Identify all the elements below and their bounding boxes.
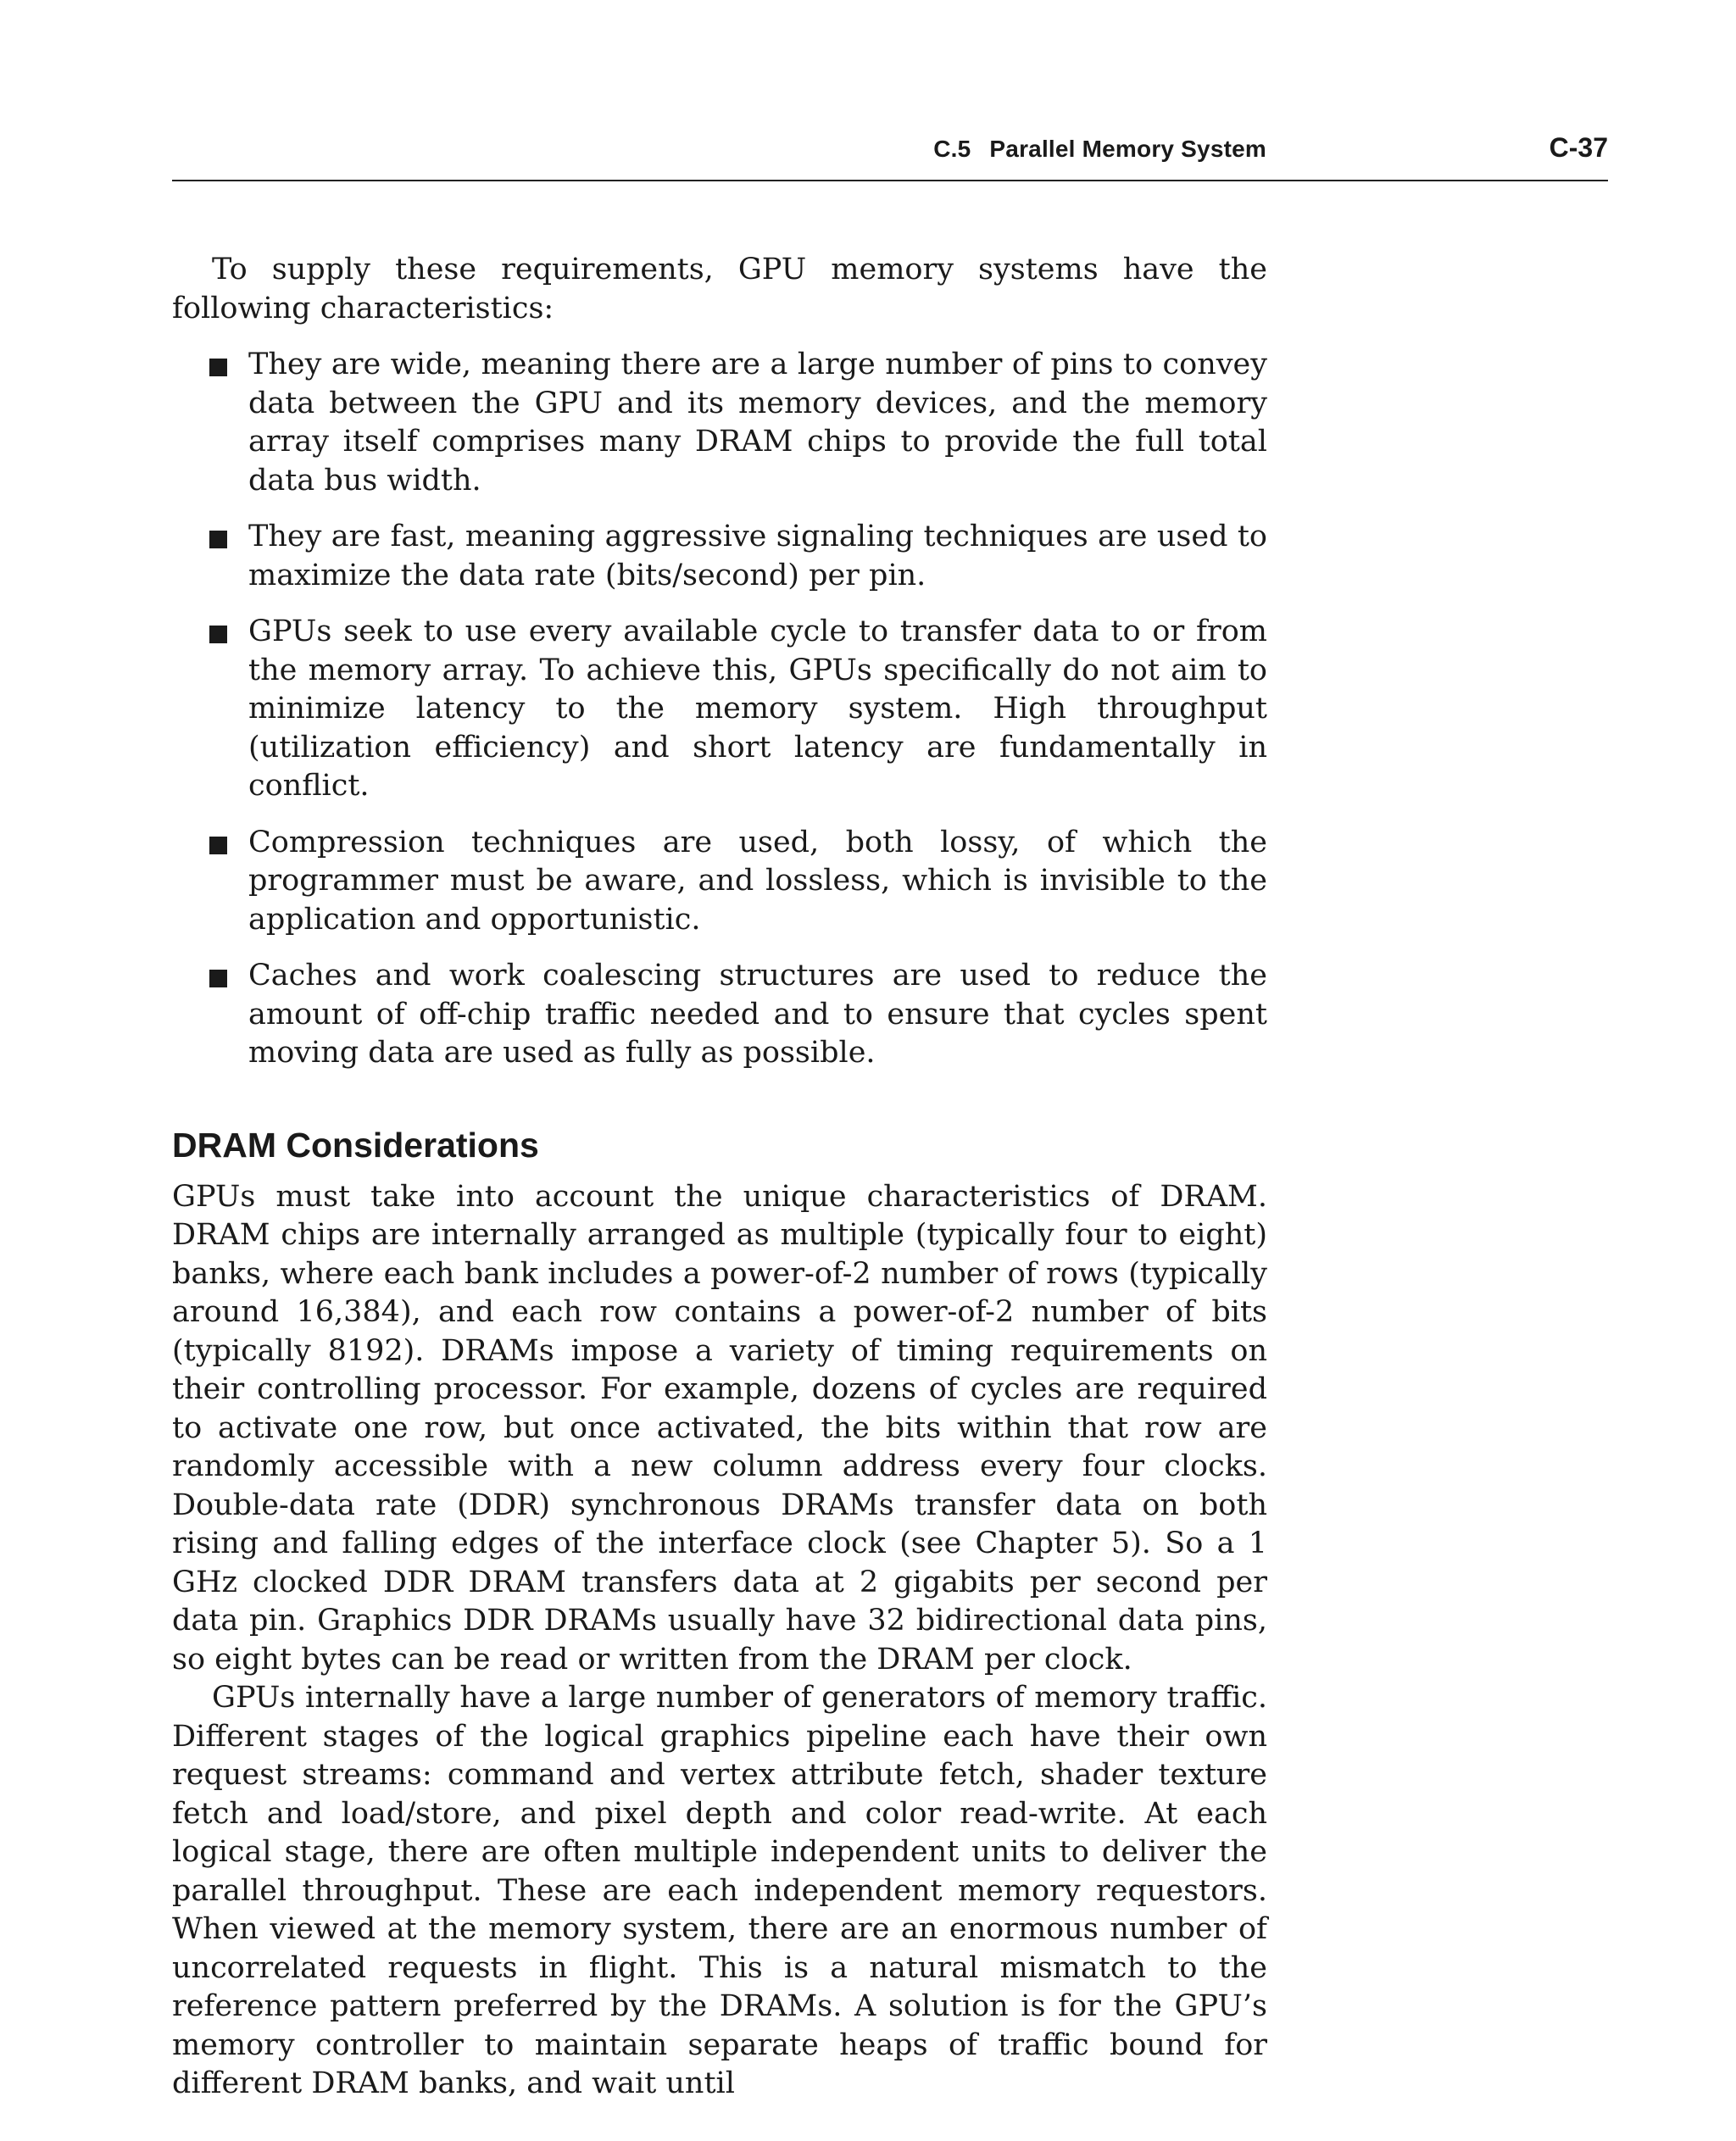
body-text [172, 251, 1267, 2104]
list-item [172, 346, 1267, 500]
list-item-text: They are fast, meaning aggressive signaling techniques are used to maximize the data rate (bits/second) per pin. [248, 520, 1267, 592]
section-number: C.5 [933, 136, 971, 162]
list-item [172, 824, 1267, 940]
list-item-text: GPUs seek to use every available cycle to transfer data to or from the memory array. To achieve this, GPUs specifically do not aim to minimize latency to the memory system. High throughput (utilization efficiency) and short latency are fundamentally in conflict. [248, 614, 1267, 803]
paragraph-memory-traffic: GPUs internally have a large number of generators of memory traffic. Different stages of the logical graphics pipeline each have their own request streams: command and vertex attribute fetch, shader texture fetch and load/store, and pixel depth and color read-write. At each logical stage, there are often multiple independent units to deliver the parallel throughput. These are each independent memory requestors. When viewed at the memory system, there are an enormous number of uncorrelated requests in flight. This is a natural mismatch to the reference pattern preferred by the DRAMs. A solution is for the GPU’s memory controller to maintain separate heaps of traffic bound for different DRAM banks, and wait until [172, 1681, 1267, 2100]
intro-paragraph: To supply these requirements, GPU memory systems have the following characteristics: [172, 253, 1267, 325]
section-heading: DRAM Considerations [172, 1125, 539, 1165]
square-bullet-icon [209, 359, 227, 376]
characteristics-list [172, 346, 1267, 1073]
square-bullet-icon [209, 837, 227, 854]
section-title [933, 136, 1266, 163]
list-item [172, 957, 1267, 1073]
list-item-text: Compression techniques are used, both lossy, of which the programmer must be aware, and lossless, which is invisible to the application and opportunistic. [248, 825, 1267, 937]
section-title-text: Parallel Memory System [989, 136, 1266, 162]
list-item-text: Caches and work coalescing structures are used to reduce the amount of off-chip traffic needed and to ensure that cycles spent moving data are used as fully as possible. [248, 959, 1267, 1070]
square-bullet-icon [209, 970, 227, 987]
running-header [172, 127, 1608, 181]
list-item [172, 613, 1267, 806]
paragraph-dram-characteristics: GPUs must take into account the unique characteristics of DRAM. DRAM chips are internally arranged as multiple (typically four to eight) banks, where each bank includes a power-of-2 number of rows (typically around 16,384), and each row contains a power-of-2 number of bits (typically 8192). DRAMs impose a variety of timing requirements on their controlling processor. For example, dozens of cycles are required to activate one row, but once activated, the bits within that row are randomly accessible with a new column address every four clocks. Double-data rate (DDR) synchronous DRAMs transfer data on both rising and falling edges of the interface clock (see Chapter 5). So a 1 GHz clocked DDR DRAM transfers data at 2 gigabits per second per data pin. Graphics DDR DRAMs usually have 32 bidirectional data pins, so eight bytes can be read or written from the DRAM per clock. [172, 1179, 1267, 1677]
square-bullet-icon [209, 531, 227, 548]
page-number: C-37 [1549, 132, 1608, 163]
list-item-text: They are wide, meaning there are a large number of pins to convey data between the GPU and its memory devices, and the memory array itself comprises many DRAM chips to provide the full total data bus width. [248, 348, 1267, 498]
square-bullet-icon [209, 626, 227, 643]
list-item [172, 518, 1267, 595]
